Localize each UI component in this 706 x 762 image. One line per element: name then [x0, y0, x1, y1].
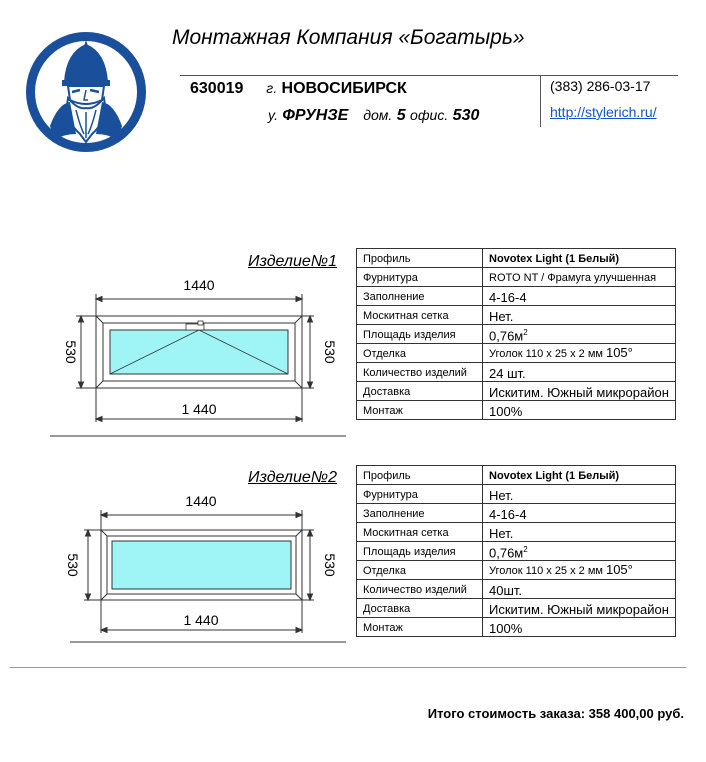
city: НОВОСИБИРСК: [281, 80, 407, 97]
spec-value: [483, 344, 676, 363]
spec-value-text: 24 шт.: [489, 366, 526, 382]
spec-row: [357, 561, 676, 580]
spec-value-text: 100%: [489, 621, 523, 637]
spec-value: [483, 249, 676, 268]
spec-row: [357, 504, 676, 523]
spec-value: [483, 523, 676, 542]
spec-label: Москитная сетка: [357, 306, 483, 325]
spec-value-text: 100%: [489, 404, 523, 420]
spec-row: [357, 523, 676, 542]
spec-label: Профиль: [357, 466, 483, 485]
product-2-drawing: [46, 490, 346, 654]
spec-label: Монтаж: [357, 401, 483, 420]
product-1-glass: [110, 330, 288, 374]
spec-value-extra: 105°: [605, 562, 633, 578]
phone-number: (383) 286-03-17: [550, 78, 651, 94]
spec-label: Количество изделий: [357, 580, 483, 599]
product-1-title: Изделие№1: [248, 253, 337, 270]
spec-value: [483, 306, 676, 325]
spec-label: Площадь изделия: [357, 325, 483, 344]
house-prefix: дом.: [363, 107, 393, 123]
address-line-1: [190, 80, 407, 98]
spec-value-superscript: 2: [523, 328, 528, 337]
office-number: 530: [452, 107, 480, 124]
spec-value-text: Уголок 110 х 25 х 2 мм: [489, 348, 603, 361]
house-number: 5: [396, 107, 406, 124]
spec-value: [483, 401, 676, 420]
spec-row: [357, 268, 676, 287]
postal-code: 630019: [190, 80, 244, 97]
website-link[interactable]: http://stylerich.ru/: [550, 104, 657, 120]
spec-label: Москитная сетка: [357, 523, 483, 542]
spec-label: Заполнение: [357, 504, 483, 523]
spec-value: [483, 466, 676, 485]
spec-value: [483, 504, 676, 523]
spec-value: [483, 485, 676, 504]
street-prefix: у.: [268, 107, 278, 123]
spec-label: Доставка: [357, 599, 483, 618]
spec-row: [357, 306, 676, 325]
spec-row: [357, 287, 676, 306]
company-logo: [24, 30, 148, 154]
spec-label: Площадь изделия: [357, 542, 483, 561]
spec-value: [483, 382, 676, 401]
company-name: Монтажная Компания «Богатырь»: [172, 26, 525, 49]
product-2-width-top: 1440: [185, 493, 217, 509]
product-2-height-left: 530: [65, 553, 81, 577]
spec-value: [483, 599, 676, 618]
spec-value-text: 4-16-4: [489, 507, 527, 522]
spec-value-extra: 105°: [605, 345, 633, 361]
spec-value-text: 0,76м: [489, 328, 524, 344]
spec-value-text: 40шт.: [489, 583, 523, 599]
product-1-height-left: 530: [63, 340, 79, 364]
spec-value-superscript: 2: [523, 545, 528, 554]
spec-row: [357, 618, 676, 637]
product-2-width-bottom: 1 440: [183, 612, 219, 628]
header-column-divider: [540, 75, 541, 127]
spec-value-text: Novotex Light (1 Белый): [489, 470, 620, 482]
order-total: Итого стоимость заказа: 358 400,00 руб.: [427, 706, 684, 721]
spec-value-text: Нет.: [489, 526, 514, 541]
spec-value-text: 0,76м: [489, 545, 524, 561]
spec-value-text: Искитим. Южный микрорайон: [489, 602, 669, 618]
spec-label: Фурнитура: [357, 485, 483, 504]
address-line-2: [268, 107, 479, 125]
spec-row: [357, 382, 676, 401]
spec-row: [357, 485, 676, 504]
spec-row: [357, 325, 676, 344]
spec-label: Отделка: [357, 344, 483, 363]
spec-row: [357, 344, 676, 363]
spec-row: [357, 542, 676, 561]
footer-divider: [10, 667, 686, 668]
spec-value-text: Уголок 110 х 25 х 2 мм: [489, 565, 603, 578]
spec-value: [483, 325, 676, 344]
product-2-glass: [112, 541, 291, 589]
street: ФРУНЗЕ: [282, 107, 349, 124]
spec-value: [483, 561, 676, 580]
product-1-width-bottom: 1 440: [181, 401, 217, 417]
spec-label: Фурнитура: [357, 268, 483, 287]
spec-row: [357, 580, 676, 599]
spec-value-text: Novotex Light (1 Белый): [489, 253, 620, 265]
product-2-spec-table: [356, 465, 676, 637]
spec-value-text: ROTO NT / Фрамуга улучшенная: [489, 272, 657, 284]
product-1-height-right: 530: [322, 340, 338, 364]
spec-label: Заполнение: [357, 287, 483, 306]
office-prefix: офис.: [410, 107, 449, 123]
spec-label: Профиль: [357, 249, 483, 268]
city-prefix: г.: [266, 80, 278, 96]
spec-value-text: 4-16-4: [489, 290, 527, 305]
spec-row: [357, 466, 676, 485]
spec-row: [357, 249, 676, 268]
spec-row: [357, 363, 676, 382]
product-2-height-right: 530: [322, 553, 338, 577]
spec-value: [483, 268, 676, 287]
spec-value: [483, 618, 676, 637]
spec-row: [357, 401, 676, 420]
spec-value-text: Нет.: [489, 309, 514, 324]
spec-value-text: Нет.: [489, 488, 514, 503]
spec-label: Количество изделий: [357, 363, 483, 382]
spec-value: [483, 580, 676, 599]
spec-label: Доставка: [357, 382, 483, 401]
spec-value-text: Искитим. Южный микрорайон: [489, 385, 669, 401]
header-divider: [180, 75, 678, 76]
spec-value: [483, 542, 676, 561]
product-1-width-top: 1440: [183, 277, 215, 293]
spec-row: [357, 599, 676, 618]
product-1-spec-table: [356, 248, 676, 420]
spec-label: Отделка: [357, 561, 483, 580]
spec-label: Монтаж: [357, 618, 483, 637]
product-2-title: Изделие№2: [248, 469, 337, 486]
spec-value: [483, 287, 676, 306]
spec-value: [483, 363, 676, 382]
product-1-drawing: [46, 274, 346, 442]
